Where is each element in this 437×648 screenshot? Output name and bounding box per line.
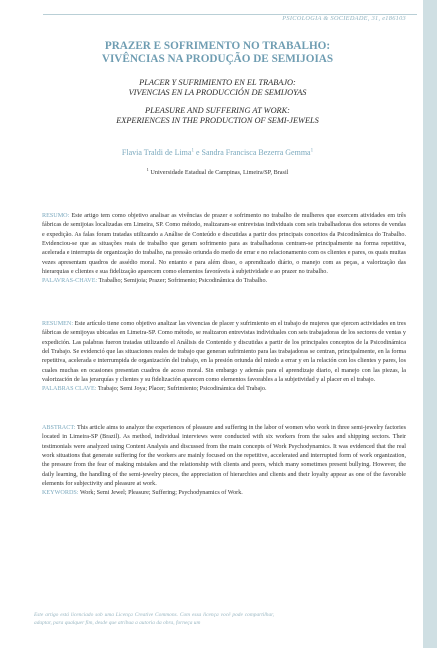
title-pt-line1: PRAZER E SOFRIMENTO NO TRABALHO: [104,40,331,52]
resumen-text: Este artículo tiene como objetivo analizar las vivencias de placer y sufrimiento en el trabajo de mujeres que ejercen actividades en tres fábricas de semijoyas ubicadas en Limeira-SP. Como método, se realizaron entrevistas individuales con seis trabajadoras de los sectores de ventas y expedición. Las palabras fueron tratadas utilizando el Análisis de Contenido y discutidas a partir de los principales conceptos de la Psicodinámica del Trabajo. Se evidenció que las situaciones reales de trabajo que generan sufrimiento para las trabajadoras se centran, principalmente, en la forma repetitiva, acelerada e interrumpida de organización del trabajo, en la presión oriunda del miedo a errar y en la relación con los clientes y pares, los cuales muchas en ocasiones presentan cuadros de acoso moral. Sin embargo y además para el aprendizaje diario, el manejo con las piezas, la valorización de las jerarquías y clientes y su fidelización aparecen como elementos favorables a la subjetividad y al placer en el trabajo. [42,321,406,384]
abstract-keywords-label: KEYWORDS: [42,490,79,497]
author-name: Sandra Francisca Bezerra Gemma [201,148,311,157]
affiliation-marker: 1 [146,167,149,172]
title-spanish [60,78,375,98]
resumo-keywords-text: Trabalho; Semijoia; Prazer; Sofrimento; Psicodinâmica do Trabalho. [98,278,268,285]
resumen-keywords [42,385,406,394]
title-en-line2: EXPERIENCES IN THE PRODUCTION OF SEMI-JEWELS [116,116,319,125]
resumo-keywords-label: PALAVRAS-CHAVE: [42,278,98,285]
author-affiliation-marker: 1 [310,148,314,154]
journal-header: PSICOLOGIA & SOCIEDADE, 31, e186103 [282,15,406,22]
title-es-line2: VIVENCIAS EN LA PRODUCCIÓN DE SEMIJOYAS [128,88,307,97]
license-notice: Este artigo está licenciado sob uma Licença Creative Commons. Com essa licença você pode compartilhar, adaptar, para qualquer fim, desde que atribua a autoria da obra, forneça um [34,612,274,626]
resumo-keywords [42,277,406,286]
right-decorative-bar [423,0,437,648]
title-portuguese [60,40,375,65]
abstract-keywords [42,489,406,498]
affiliation [60,167,375,176]
author-affiliation-marker: 1 [191,148,194,154]
abstract-label: ABSTRACT: [42,425,76,431]
abstract-section [42,424,406,499]
resumen-keywords-label: PALABRAS CLAVE: [42,386,97,393]
resumo-section [42,212,406,287]
title-english [60,106,375,126]
resumo-text: Este artigo tem como objetivo analisar as vivências de prazer e sofrimento no trabalho de mulheres que exercem atividades em três fábricas de semijoias localizadas em Limeira, SP. Como método, realizaram-se entrevistas individuais com seis trabalhadoras dos setores de vendas e expedição. As falas foram tratadas utilizando a Análise de Conteúdo e discutidas a partir dos principais conceitos da Psicodinâmica do Trabalho. Evidenciou-se que as situações reais de trabalho que geram sofrimento para as trabalhadoras centram-se principalmente na forma repetitiva, acelerada e interrupta de organização do trabalho, na pressão oriunda do medo de errar e no relacionamento com os clientes e pares, os quais muitas vezes apresentam quadros de assédio moral. No entanto e para além disso, o aprendizado diário, o manejo com as peças, a valorização das hierarquias e clientes e sua fidelização aparecem como elementos favoráveis à subjetividade e ao prazer no trabalho. [42,213,406,276]
title-pt-line2: VIVÊNCIAS NA PRODUÇÃO DE SEMIJOIAS [101,52,334,65]
resumen-label: RESUMEN: [42,321,74,327]
title-en-line1: PLEASURE AND SUFFERING AT WORK: [145,106,290,115]
abstract-text: This article aims to analyze the experiences of pleasure and suffering in the labor of women who work in three semi-jewelry factories located in Limeira-SP (Brazil). As method, individual interviews were conducted with six workers from the sales and shipping sectors. Their testimonials were analyzed using Content Analysis and discussed from the main concepts of Work Psychodynamics. It was evidenced that the real work situations that generate suffering for the workers are mainly focused on the repetitive, accelerated and interrupted form of work organization, the pressure from the fear of making mistakes and the relationship with clients and peers, which many sometimes present bullying. However, the daily learning, the handling of the semi-jewelry pieces, the appreciation of hierarchies and clients and their loyalty appear as one of the favorable elements for subjectivity and pleasure at work. [42,425,406,488]
resumen-section [42,320,406,395]
author-connector: e [193,148,202,157]
abstract-keywords-text: Work; Semi Jewel; Pleasure; Suffering; Psychodynamics of Work. [79,490,243,497]
resumo-label: RESUMO: [42,213,70,219]
resumen-keywords-text: Trabajo; Semi Joya; Placer; Sufrimiento; Psicodinámica del Trabajo. [97,386,267,393]
title-es-line1: PLACER Y SUFRIMIENTO EN EL TRABAJO: [139,78,296,87]
author-list [60,148,375,157]
author-name: Flavia Traldi de Lima [121,148,192,157]
affiliation-text: Universidade Estadual de Campinas, Limeira/SP, Brasil [150,169,289,177]
